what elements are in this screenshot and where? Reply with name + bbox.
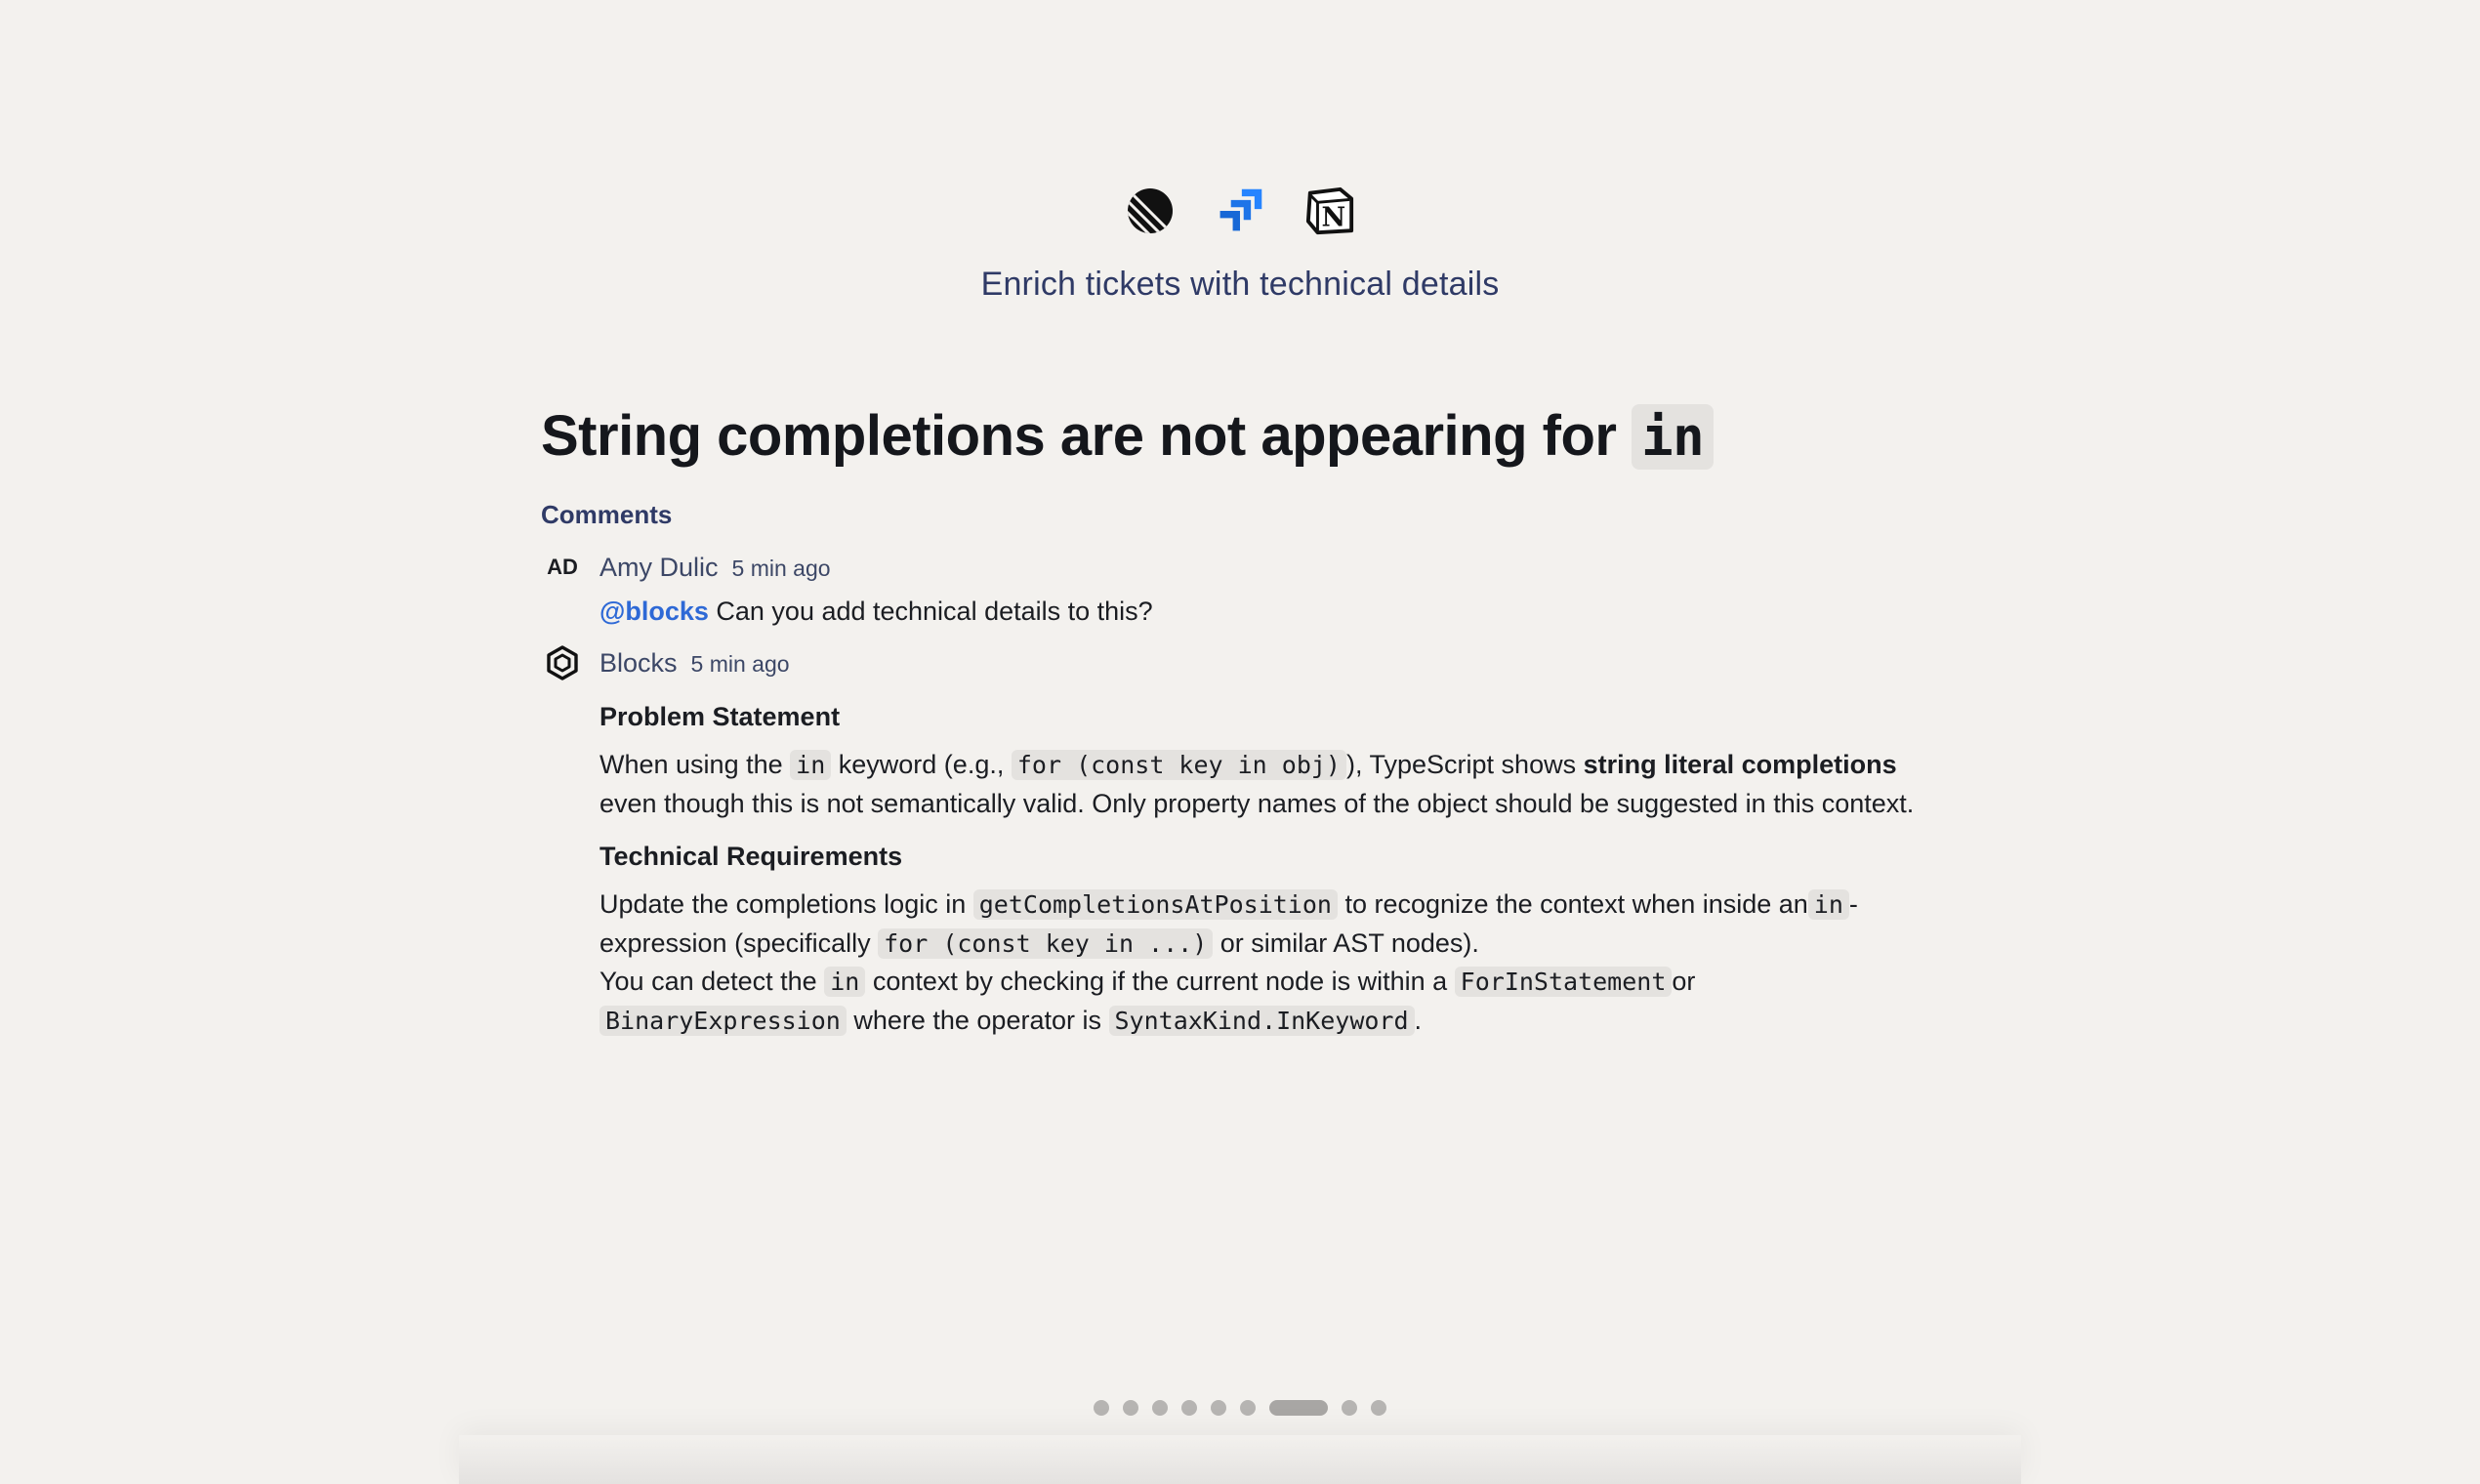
pagination-dot[interactable] [1211,1400,1226,1416]
integration-logos [0,186,2480,236]
bottom-panel-edge [459,1435,2021,1484]
text-run: When using the [599,750,783,779]
blocks-hex-icon [541,643,584,682]
text-run: . [1414,1005,1423,1035]
requirements-text [599,886,1947,1040]
avatar: AD [547,555,578,579]
ticket-title [541,395,1947,478]
pagination-dot[interactable] [1240,1400,1256,1416]
text-run: keyword (e.g., [838,750,1005,779]
comments-heading: Comments [541,500,673,529]
inline-code: in [824,967,865,997]
bold-text: string literal completions [1583,750,1897,779]
inline-code: in [1808,889,1849,920]
notion-icon [1304,186,1355,236]
mention-link[interactable]: @blocks [599,597,709,626]
text-run: You can detect the [599,967,817,996]
text-run: where the operator is [853,1005,1101,1035]
inline-code: for (const key in obj) [1012,750,1346,780]
linear-icon [1125,186,1176,236]
slide-pagination [0,1400,2480,1416]
comment-blocks [541,643,1947,1040]
comment-body [599,593,1947,630]
tagline: Enrich tickets with technical details [980,266,1500,303]
inline-code: for (const key in ...) [878,928,1213,959]
comment-amy [541,548,1947,630]
technical-requirements-heading: Technical Requirements [599,842,903,871]
comment-time: 5 min ago [690,651,790,677]
ticket-title-code: in [1632,404,1714,470]
svg-text:N: N [1321,202,1346,233]
jira-icon [1215,186,1265,236]
text-run: ), TypeScript shows [1346,750,1577,779]
inline-code: getCompletionsAtPosition [973,889,1338,920]
ticket-title-text: String completions are not appearing for [541,404,1617,468]
text-run: Update the completions logic in [599,889,967,919]
pagination-dot[interactable] [1181,1400,1197,1416]
pagination-dot[interactable] [1152,1400,1168,1416]
text-run: or similar AST nodes). [1219,928,1479,958]
text-run: even though this is not semantically valid. Only property names of the object should be suggested in this context. [599,788,1915,818]
inline-code: SyntaxKind.InKeyword [1109,1006,1415,1036]
comment-text: Can you add technical details to this? [716,597,1153,626]
comment-meta [599,548,1947,587]
comment-author: Amy Dulic [599,553,719,582]
pagination-dot[interactable] [1371,1400,1386,1416]
ticket-panel [541,395,1947,1040]
inline-code: in [790,750,831,780]
comment-time: 5 min ago [731,556,831,581]
text-run: context by checking if the current node is within a [872,967,1448,996]
integrations-header [0,186,2480,304]
comment-meta [599,643,1947,682]
pagination-dot[interactable] [1094,1400,1109,1416]
pagination-dot[interactable] [1342,1400,1357,1416]
text-run: to recognize the context when inside an [1344,889,1808,919]
problem-statement-heading: Problem Statement [599,702,841,731]
text-run: or [1672,967,1696,996]
pagination-dot-active[interactable] [1269,1400,1328,1416]
inline-code: BinaryExpression [599,1006,847,1036]
comment-author: Blocks [599,648,678,678]
text-run: -expression (specifically [599,889,1858,958]
pagination-dot[interactable] [1123,1400,1138,1416]
problem-statement-text [599,746,1947,822]
inline-code: ForInStatement [1455,967,1673,997]
